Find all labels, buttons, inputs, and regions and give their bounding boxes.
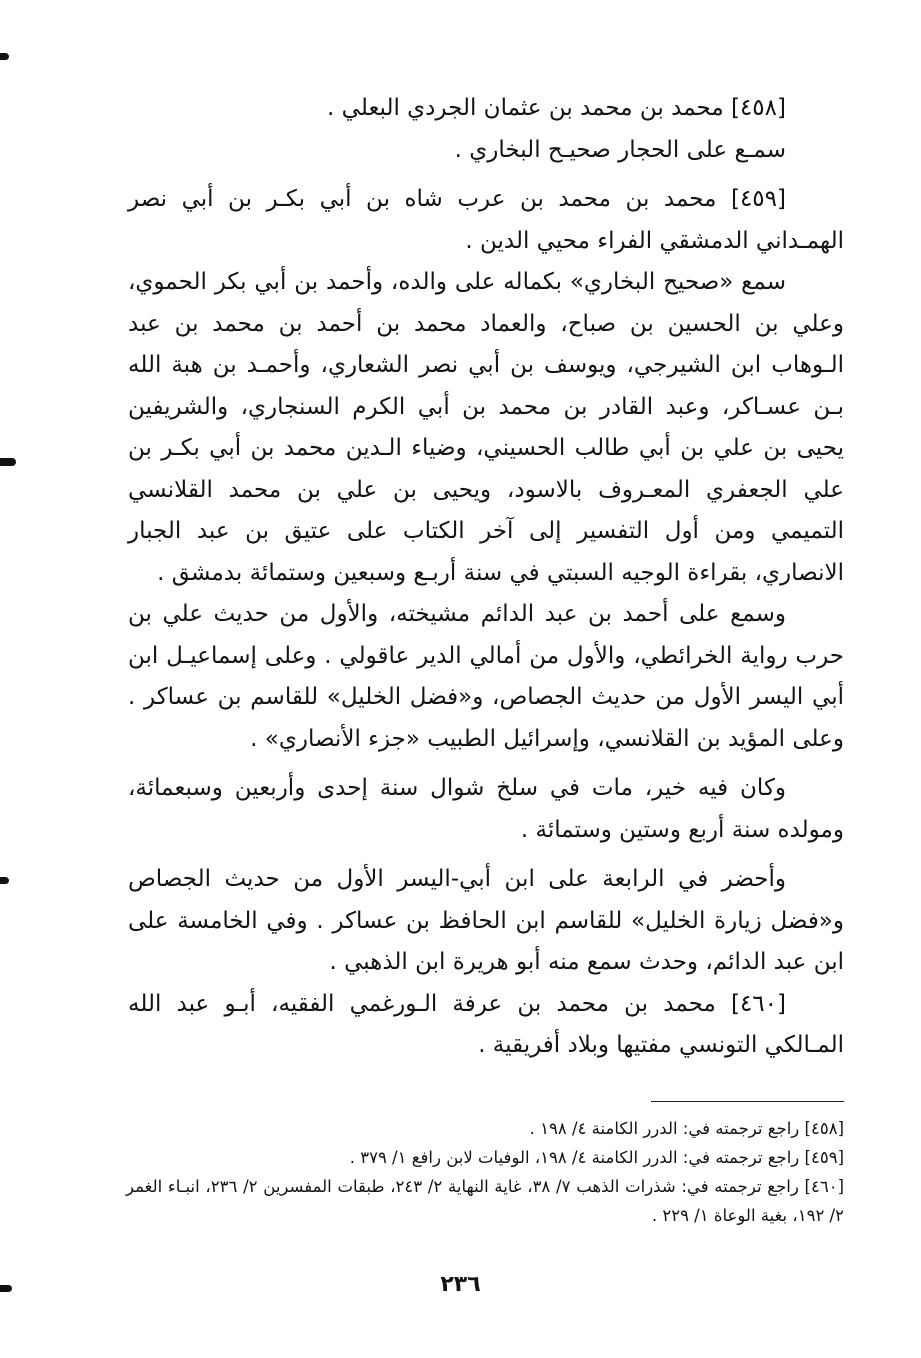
footnotes <box>126 1114 844 1230</box>
entry-459-body: سمع «صحيح البخاري» بكماله على والده، وأحمد بن أبي بكر الحموي، وعلي بن الحسين بن صباح، والعماد محمد بن أحمد بن محمد بن عبد الـوهاب ابن الشيرجي، ويوسف بن أبي نصر الشعاري، وأحمـد بن هبة الله بـن عسـاكر، وعبد القادر بن محمد بن أبي الكرم السنجاري، والشريفين يحيى بن علي بن أبي طالب الحسيني، وضياء الـدين محمد بن أبي بكـر بن علي الجعفري المعـروف بالاسود، ويحيى بن علي بن محمد القلانسي التميمي ومن أول التفسير إلى آخر الكتاب على عتيق بن عبد الجبار الانصاري، بقراءة الوجيه السبتي في سنة أربـع وسبعين وستمائة بدمشق . <box>128 269 844 586</box>
entry-459-body-2: وسمع على أحمد بن عبد الدائم مشيخته، والأول من حديث علي بن حرب رواية الخرائطي، والأول من أمالي الدير عاقولي . وعلى إسماعيـل ابن أبي اليسر الأول من حديث الجصاص، و«فضل الخليل» للقاسم بن عساكر . وعلى المؤيد بن القلانسي، وإسرائيل الطبيب «جزء الأنصاري» . <box>128 601 844 752</box>
footnote-460: [٤٦٠] راجع ترجمته في: شذرات الذهب ٧/ ٣٨، غاية النهاية ٢/ ٢٤٣، طبقات المفسرين ٢/ ٢٣٦، انبـاء الغمر ٢/ ١٩٢، بغية الوعاة ١/ ٢٢٩ . <box>126 1177 845 1225</box>
footnote-459: [٤٥٩] راجع ترجمته في: الدرر الكامنة ٤/ ١٩٨، الوفيات لابن رافع ١/ ٣٧٩ . <box>349 1148 844 1167</box>
scan-edge-mark <box>0 877 9 884</box>
scan-edge-mark <box>0 1285 12 1292</box>
entry-458-body: سمـع على الحجار صحيـح البخاري . <box>454 136 786 163</box>
page-number: ٢٣٦ <box>440 1272 481 1297</box>
footnote-458: [٤٥٨] راجع ترجمته في: الدرر الكامنة ٤/ ١٩٨ . <box>529 1119 844 1138</box>
footnote-divider <box>651 1101 844 1102</box>
entry-460-heading: [٤٦٠] محمد بن محمد بن عرفة الـورغمي الفقيه، أبـو عبد الله المـالكي التونسي مفتيها وبلاد أفريقية . <box>128 990 844 1058</box>
entry-459-attendance: وأحضر في الرابعة على ابن أبي-اليسر الأول من حديث الجصاص و«فضل زيارة الخليل» للقاسم ابن الحافظ بن عساكر . وفي الخامسة على ابن عبد الدائم، وحدث سمع منه أبو هريرة ابن الذهبي . <box>128 866 844 975</box>
main-text <box>128 88 844 1067</box>
entry-459-heading: [٤٥٩] محمد بن محمد بن عرب شاه بن أبي بكـر بن أبي نصر الهمـداني الدمشقي الفراء محيي الدين . <box>128 186 844 254</box>
entry-458-heading: [٤٥٨] محمد بن محمد بن عثمان الجردي البعلي . <box>327 95 786 121</box>
scan-edge-mark <box>0 458 16 466</box>
entry-459-death: وكان فيه خير، مات في سلخ شوال سنة إحدى وأربعين وسبعمائة، ومولده سنة أربع وستين وستمائة . <box>128 775 844 843</box>
scan-edge-mark <box>0 53 9 60</box>
